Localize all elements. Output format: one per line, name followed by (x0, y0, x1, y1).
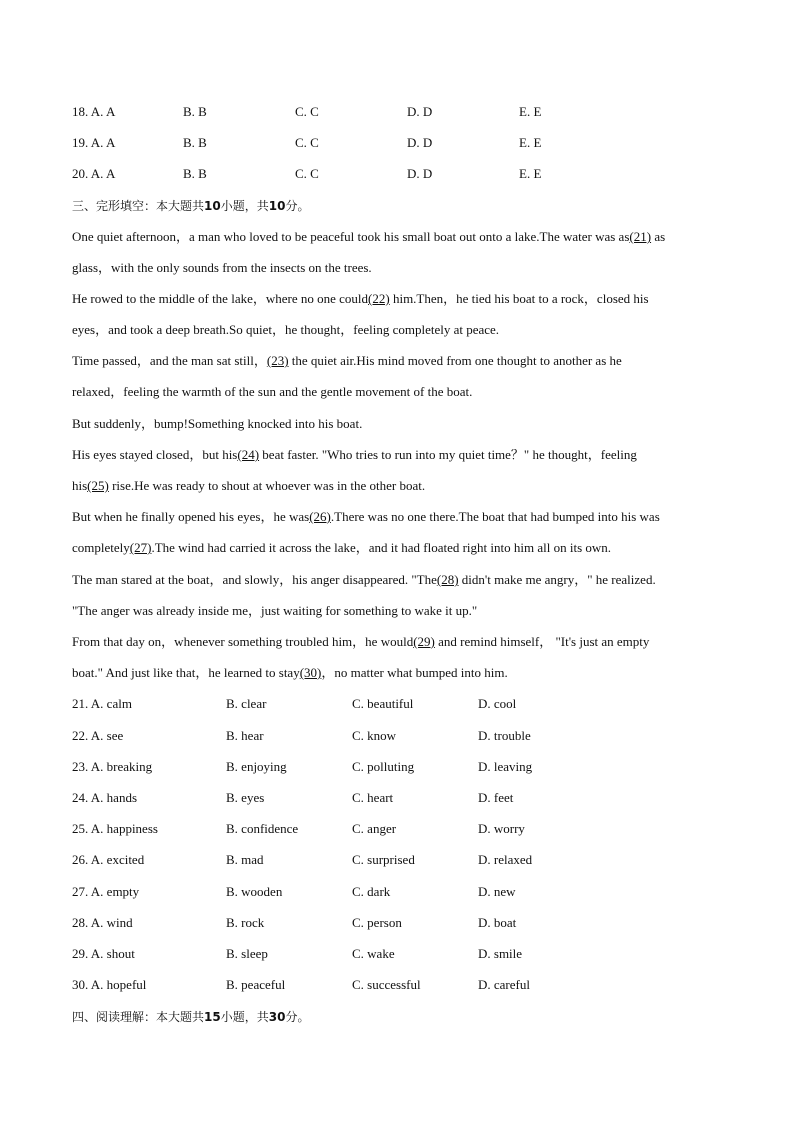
option-a: 27. A. empty (72, 884, 140, 899)
passage-line: completely(27).The wind had carried it across the lake，and it had floated right into him all on its own. (72, 540, 612, 555)
passage-line: From that day on，whenever something troubled him，he would(29) and remind himself， "It's just an empty (72, 634, 650, 649)
option-d: D. trouble (478, 728, 531, 743)
option-c: C. dark (352, 884, 391, 899)
option-b: B. rock (226, 915, 265, 930)
option-c: C. successful (352, 977, 421, 992)
blank-24: (24) (237, 447, 260, 462)
option-c: C. anger (352, 821, 397, 836)
option-c: C. surprised (352, 852, 415, 867)
option-c: C. heart (352, 790, 394, 805)
blank-27: (27) (129, 540, 152, 555)
option-b: B. eyes (226, 790, 265, 805)
passage-line: "The anger was already inside me，just waiting for something to wake it up." (72, 603, 478, 618)
section-heading-cloze: 三、完形填空：本大题共10小题，共10分。 (72, 199, 310, 213)
option-a: 19. A. A (72, 135, 116, 150)
option-b: B. confidence (226, 821, 299, 836)
option-c: C. C (295, 104, 319, 119)
passage-line: his(25) rise.He was ready to shout at whoever was in the other boat. (72, 478, 426, 493)
option-d: D. feet (478, 790, 514, 805)
passage-line: But suddenly，bump!Something knocked into his boat. (72, 416, 363, 431)
passage-line: boat." And just like that，he learned to stay(30)，no matter what bumped into him. (72, 665, 508, 680)
option-e: E. E (519, 166, 542, 181)
option-e: E. E (519, 135, 542, 150)
option-b: B. B (183, 166, 207, 181)
passage-line: He rowed to the middle of the lake，where no one could(22) him.Then，he tied his boat to a rock，closed his (72, 291, 649, 306)
option-a: 24. A. hands (72, 790, 137, 805)
passage-line: glass，with the only sounds from the insects on the trees. (72, 260, 372, 275)
option-b: B. enjoying (226, 759, 287, 774)
option-a: 25. A. happiness (72, 821, 158, 836)
option-a: 22. A. see (72, 728, 124, 743)
option-b: B. hear (226, 728, 264, 743)
option-c: C. C (295, 166, 319, 181)
blank-30: (30) (299, 665, 322, 680)
blank-25: (25) (87, 478, 109, 493)
passage-line: eyes，and took a deep breath.So quiet，he thought，feeling completely at peace. (72, 322, 500, 337)
option-b: B. mad (226, 852, 264, 867)
option-d: D. new (478, 884, 516, 899)
option-d: D. relaxed (478, 852, 533, 867)
option-a: 20. A. A (72, 166, 116, 181)
blank-21: (21) (629, 229, 652, 244)
option-a: 26. A. excited (72, 852, 145, 867)
blank-28: (28) (436, 572, 459, 587)
option-d: D. D (407, 104, 433, 119)
option-c: C. beautiful (352, 696, 414, 711)
option-d: D. boat (478, 915, 517, 930)
option-b: B. B (183, 104, 207, 119)
blank-26: (26) (309, 509, 331, 524)
blank-22: (22) (368, 291, 390, 306)
option-a: 21. A. calm (72, 696, 132, 711)
passage-line: relaxed，feeling the warmth of the sun and the gentle movement of the boat. (72, 384, 473, 399)
option-a: 30. A. hopeful (72, 977, 147, 992)
option-b: B. B (183, 135, 207, 150)
option-d: D. worry (478, 821, 525, 836)
option-b: B. clear (226, 696, 267, 711)
option-a: 23. A. breaking (72, 759, 153, 774)
passage-line: His eyes stayed closed，but his(24) beat faster. "Who tries to run into my quiet time？" he thought，feeling (72, 447, 637, 462)
option-e: E. E (519, 104, 542, 119)
option-b: B. wooden (226, 884, 283, 899)
option-d: D. cool (478, 696, 517, 711)
section-heading-reading: 四、阅读理解：本大题共15小题，共30分。 (72, 1010, 310, 1024)
option-c: C. know (352, 728, 397, 743)
option-c: C. wake (352, 946, 395, 961)
option-b: B. sleep (226, 946, 268, 961)
blank-23: (23) (266, 353, 289, 368)
option-d: D. D (407, 166, 433, 181)
option-c: C. C (295, 135, 319, 150)
passage-line: The man stared at the boat，and slowly，his anger disappeared. "The(28) didn't make me angry，" he realized. (72, 572, 656, 587)
passage-line: Time passed，and the man sat still，(23) the quiet air.His mind moved from one thought to another as he (72, 353, 622, 368)
option-a: 28. A. wind (72, 915, 133, 930)
passage-line: One quiet afternoon，a man who loved to be peaceful took his small boat out onto a lake.The water was as(21) as (72, 229, 666, 244)
option-a: 18. A. A (72, 104, 116, 119)
option-d: D. D (407, 135, 433, 150)
option-d: D. careful (478, 977, 530, 992)
option-c: C. person (352, 915, 402, 930)
option-a: 29. A. shout (72, 946, 135, 961)
option-d: D. smile (478, 946, 523, 961)
passage-line: But when he finally opened his eyes，he was(26).There was no one there.The boat that had bumped into his was (72, 509, 660, 524)
option-d: D. leaving (478, 759, 533, 774)
option-c: C. polluting (352, 759, 415, 774)
blank-29: (29) (413, 634, 435, 649)
option-b: B. peaceful (226, 977, 286, 992)
